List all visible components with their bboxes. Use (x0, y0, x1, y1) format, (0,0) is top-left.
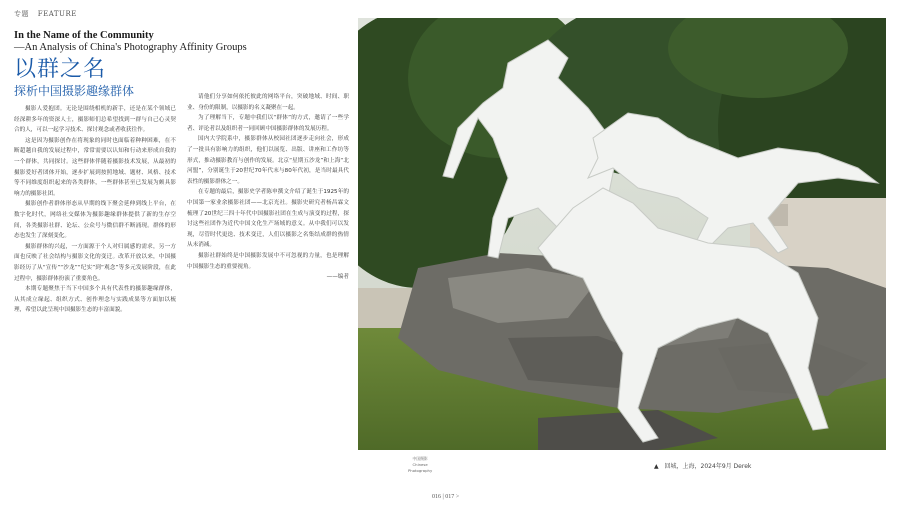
section-header (14, 9, 77, 19)
paragraph: 国内大学院系中，摄影群体从校园社团逐步走向社会，形成了一批具有影响力的组织，他们以展览、出版、讲座和工作坊等形式，推动摄影教育与创作的发展。北京“星期五沙龙”和上海“北河盟”，分别诞生于20世纪70年代末与80年代初，是当时最具代表性的摄影群体之一。 (187, 136, 349, 185)
english-title-line1: In the Name of the Community (14, 30, 154, 41)
chinese-title: 以群之名 (14, 57, 107, 82)
body-column-1 (14, 104, 176, 494)
chinese-subtitle: 探析中国摄影趣缘群体 (14, 84, 135, 98)
caption-triangle-icon: ▲ (654, 463, 659, 470)
credit-line-1: 中国摄影 (412, 456, 428, 461)
english-title (14, 30, 344, 54)
paragraph: 摄影人爱抱团。无论是围绕相机的新手，还是在某个领域已经深耕多年的资深人士，摄影师们总希望找到一群与自己心灵契合的人，可以一起学习技术、探讨观念或者收获往作。 (14, 106, 176, 134)
paragraph: 请他们分享如何依托彼此的网络平台，突破地域、时间、职业、身份的限制，以摄影的名义凝聚在一起。 (187, 94, 349, 111)
paragraph: 为了理解当下，专题中我们以“群体”的方式，邀请了一些学者、评论者以及组织者一同回顾中国摄影群体的发展历程。 (187, 115, 349, 132)
horse-sculptures-image (358, 18, 886, 450)
section-label: 专题 (14, 10, 29, 18)
credit-line-3: Photography (408, 468, 433, 473)
paragraph: 在专题的最后，摄影史学者陈申撰文介绍了诞生于1925年的中国第一家业余摄影社团——北京光社。摄影史研究者杨昌霖文梳理了20世纪三四十年代中国摄影社团在生成与演变的过程，探讨这些社团作为近代中国文化生产场域的意义。从中我们可以发现，尽管时代更迭、技术变迁，人们以摄影之名集结成群的热情从未消减。 (187, 189, 349, 249)
paragraph: 摄影社群始终是中国摄影发展中不可忽视的力量，也是理解中国摄影生态的重要视角。 (187, 252, 349, 270)
page-numbers: 016 | 017 > (432, 494, 460, 500)
paragraph: 摄影群体的兴起，一方面源于个人对归属感的需求，另一方面也反映了社会结构与摄影文化的变迁。改革开放以来，中国摄影经历了从“宣传”“沙龙”“纪实”到“观念”等多元发展阶段，在此过程中，摄影群体扮演了重要角色。 (14, 243, 176, 282)
paragraph: 本期专题聚焦于当下中国多个具有代表性的摄影趣缘群体，从其成立缘起、组织方式、创作理念与实践成果等方面加以梳理，希望以此呈现中国摄影生态的丰富面貌。 (14, 286, 176, 314)
body-column-2 (187, 92, 349, 482)
paragraph: 摄影创作者群体形态从早期的线下聚会延伸到线上平台，在数字化时代，网络社交媒体为摄影趣缘群体提供了新的生存空间，各类摄影社群、论坛、公众号与微信群不断涌现。群体的形态也发生了深刻变化。 (14, 201, 176, 240)
paragraph: 这是因为摄影创作在将现象的同时也面临着种种困难，在不断超越自我的发展过程中，常常需要以认知和行动来形成自我的一个群体，共同探讨。这些群体伴随着摄影技术发展，从最初的摄影爱好者团体开始，逐步扩展到按照地域、题材、风格、技术等不同维度组织起来的各类群体，一些群体甚至已发展为颇具影响力的摄影社团。 (14, 137, 176, 197)
feature-photo (358, 18, 886, 450)
caption-text: 回城，上海，2024年9月 Derek (664, 463, 752, 470)
credit-line-2: Chinese (412, 462, 428, 467)
photo-caption (654, 461, 751, 470)
english-title-line2: —An Analysis of China's Photography Affinity Groups (14, 42, 247, 53)
photo-credit-block (408, 456, 432, 474)
editor-signature: ——编者 (326, 274, 349, 281)
section-label-en: FEATURE (37, 10, 77, 18)
